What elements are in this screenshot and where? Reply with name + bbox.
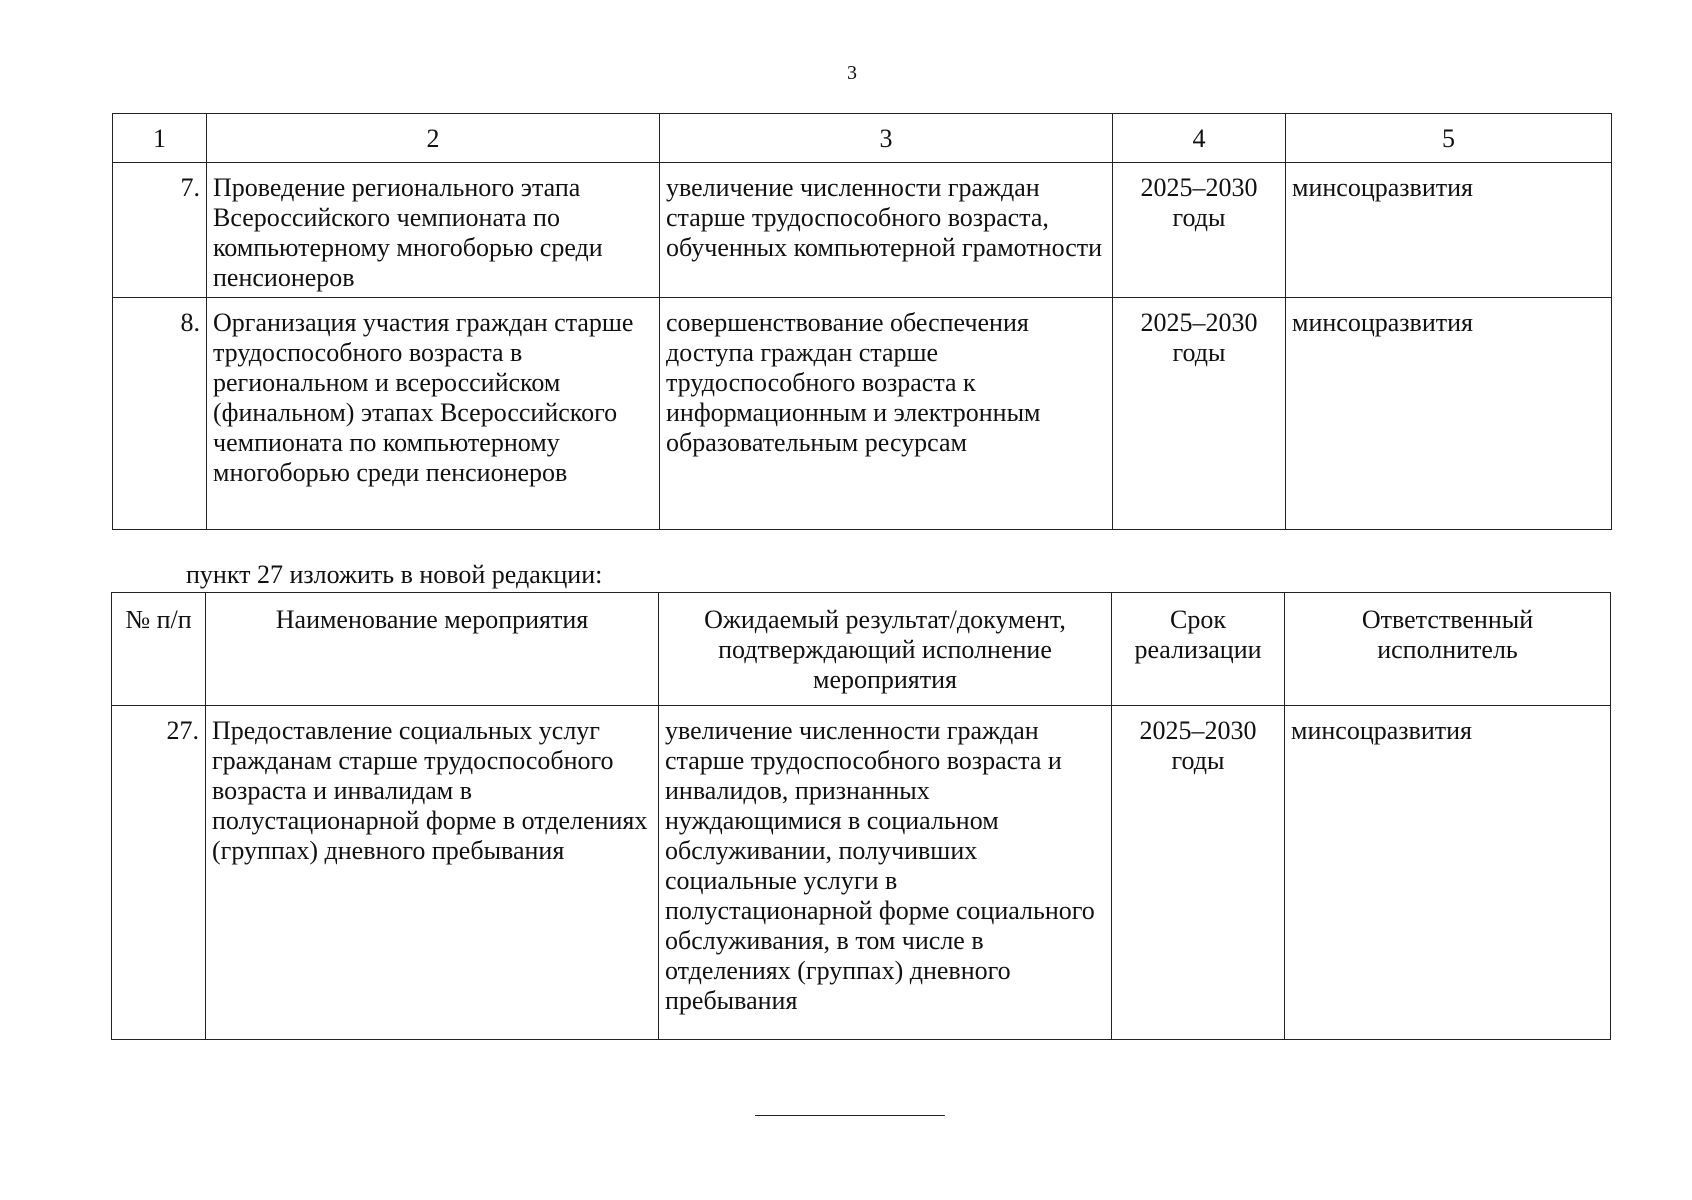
expected-result: увеличение численности граждан старше трудоспособного возраста и инвалидов, признанных нуждающимися в социальном обслуживании, получивших социальные услуги в полустационарной форме социального обслуживания, в том числе в отделениях (группах) дневного пребывания [659,706,1112,1040]
row-number: 7. [113,163,207,298]
header-row [112,593,1611,706]
activities-table-continuation [112,113,1612,530]
table-row [112,706,1611,1040]
expected-result: увеличение численности граждан старше трудоспособного возраста, обученных компьютерной грамотности [660,163,1113,298]
column-number: 2 [207,114,660,163]
column-number: 5 [1286,114,1612,163]
term: 2025–2030 годы [1113,298,1286,530]
table-row [113,163,1612,298]
activity-name: Проведение регионального этапа Всероссийского чемпионата по компьютерному многоборью среди пенсионеров [207,163,660,298]
header-activity-name: Наименование мероприятия [206,593,659,706]
header-number: № п/п [112,593,206,706]
term: 2025–2030 годы [1112,706,1285,1040]
row-number: 8. [113,298,207,530]
header-expected-result: Ожидаемый результат/документ, подтверждающий исполнение мероприятия [659,593,1112,706]
page-number: 3 [847,62,857,84]
end-rule [755,1115,945,1116]
header-term: Срок реализации [1112,593,1285,706]
term: 2025–2030 годы [1113,163,1286,298]
row-number: 27. [112,706,206,1040]
executor: минсоцразвития [1285,706,1611,1040]
column-number: 1 [113,114,207,163]
item-27-table [111,592,1611,1040]
executor: минсоцразвития [1286,163,1612,298]
expected-result: совершенствование обеспечения доступа граждан старше трудоспособного возраста к информационным и электронным образовательным ресурсам [660,298,1113,530]
column-number: 4 [1113,114,1286,163]
amendment-intro: пункт 27 изложить в новой редакции: [186,560,603,589]
header-executor: Ответственный исполнитель [1285,593,1611,706]
column-number-row [113,114,1612,163]
column-number: 3 [660,114,1113,163]
activity-name: Организация участия граждан старше трудоспособного возраста в региональном и всероссийском (финальном) этапах Всероссийского чемпионата по компьютерному многоборью среди пенсионеров [207,298,660,530]
executor: минсоцразвития [1286,298,1612,530]
activity-name: Предоставление социальных услуг гражданам старше трудоспособного возраста и инвалидам в полустационарной форме в отделениях (группах) дневного пребывания [206,706,659,1040]
table-row [113,298,1612,530]
